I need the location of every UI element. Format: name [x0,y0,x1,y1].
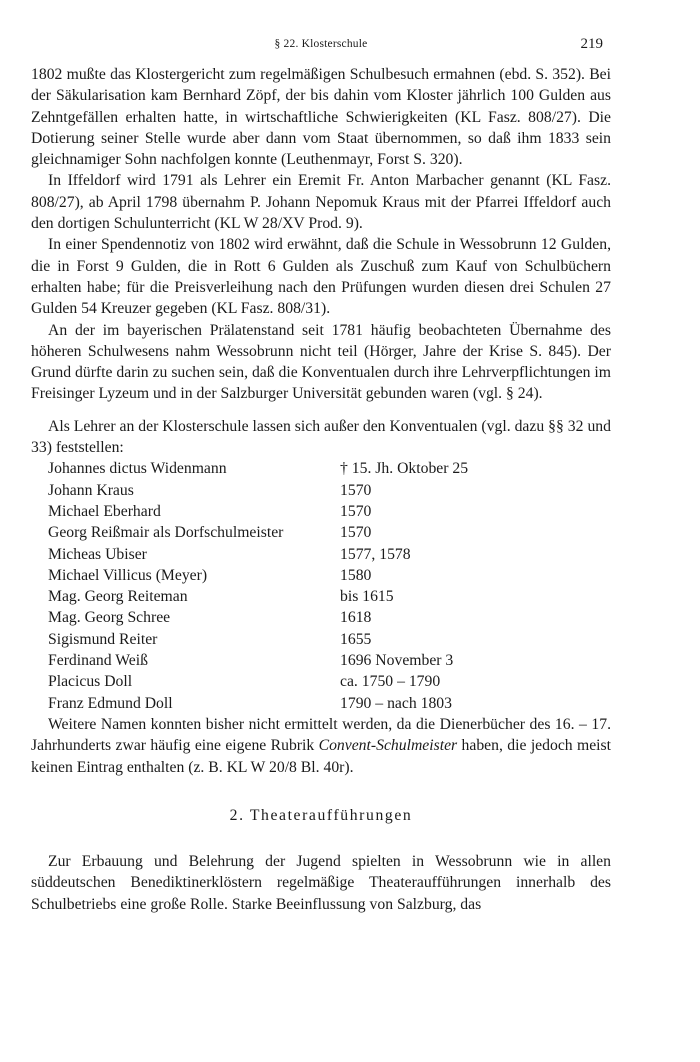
paragraph: Zur Erbauung und Belehrung der Jugend spielten in Wessobrunn wie in allen süddeutschen Benediktinerklöstern regelmäßige Theateraufführungen innerhalb des Schulbetriebs eine große Rolle. Starke Beeinflussung von Salzburg, das [31,853,611,913]
teacher-name: Placicus Doll [48,673,133,691]
teacher-row [48,565,468,586]
teacher-name: Sigismund Reiter [48,630,158,648]
teacher-row [48,629,468,650]
teacher-row [48,650,468,671]
teacher-name: Michael Villicus (Meyer) [48,566,208,584]
paragraph: In einer Spendennotiz von 1802 wird erwähnt, daß die Schule in Wessobrunn 12 Gulden, die in Forst 9 Gulden, die in Rott 6 Gulden als Zuschuß zum Kauf von Schulbüchern erhalten habe; für die Preisverleihung nach den Prüfungen wurden diesen drei Schulen 27 Gulden 54 Kreuzer gegeben (KL Fasz. 808/31). [31,236,611,318]
section-title: 2. Theateraufführungen [229,806,413,824]
teacher-row [48,480,468,501]
teacher-list [48,458,468,714]
teacher-name: Johannes dictus Widenmann [48,460,227,478]
teacher-date: 1655 [340,630,372,648]
teacher-date: 1696 November 3 [340,652,454,670]
paragraph: In Iffeldorf wird 1791 als Lehrer ein Eremit Fr. Anton Marbacher genannt (KL Fasz. 808/27), ab April 1798 übernahm P. Johann Nepomuk Kraus mit der Pfarrei Iffeldorf auch den dortigen Schulunterricht (KL W 28/XV Prod. 9). [31,172,611,233]
list-intro: Als Lehrer an der Klosterschule lassen sich außer den Konventualen (vgl. dazu §§ 32 und 33) feststellen: [31,417,611,457]
teacher-row [48,522,468,543]
page-header [31,36,611,58]
teacher-name: Franz Edmund Doll [48,694,173,712]
teacher-row [48,671,468,692]
teacher-date: 1570 [340,502,372,520]
teacher-date: † 15. Jh. Oktober 25 [340,460,469,478]
teacher-date: 1790 – nach 1803 [340,694,452,712]
teacher-date: 1570 [340,481,372,499]
teacher-date: 1618 [340,609,372,627]
teacher-date: ca. 1750 – 1790 [340,673,441,691]
teacher-row [48,458,468,479]
teacher-name: Georg Reißmair als Dorfschulmeister [48,524,284,542]
running-head: § 22. Klosterschule [274,38,368,50]
teacher-name: Micheas Ubiser [48,545,147,563]
teacher-row [48,693,468,714]
teacher-date: 1570 [340,524,372,542]
body-text [31,64,611,915]
teacher-row [48,501,468,522]
teacher-row [48,607,468,628]
teacher-name: Michael Eberhard [48,502,161,520]
teacher-date: 1580 [340,566,372,584]
teacher-name: Mag. Georg Reiteman [48,588,188,606]
teacher-date: 1577, 1578 [340,545,411,563]
teacher-row [48,544,468,565]
paragraph: An der im bayerischen Prälatenstand seit 1781 häufig beobachteten Übernahme des höheren Schulwesens nahm Wessobrunn nicht teil (Hörger, Jahre der Krise S. 845). Der Grund dürfte darin zu suchen sein, daß die Konventualen durch ihre Lehrverpflichtungen im Freisinger Lyzeum und in der Salzburger Universität gebunden waren (vgl. § 24). [31,321,611,403]
text-span: haben, die jedoch meist keinen Eintrag enthalten (z. B. KL W 20/8 Bl. 40r). [31,737,611,776]
paragraph: 1802 mußte das Klostergericht zum regelmäßigen Schulbesuch ermahnen (ebd. S. 352). Bei der Säkularisation kam Bernhard Zöpf, der bis dahin vom Kloster jährlich 100 Gulden aus Zehntgefällen erhalten hatte, in wirtschaftliche Schwierigkeiten (KL Fasz. 808/27). Die Dotierung seiner Stelle wurde aber dann vom Staat übernommen, so daß ihm 1833 sein gleichnamiger Sohn nachfolgen konnte (Leuthenmayr, Forst S. 320). [31,66,611,169]
teacher-date: bis 1615 [340,588,394,606]
teacher-name: Mag. Georg Schree [48,609,171,627]
rubric-name: Convent-Schulmeister [318,737,458,755]
teacher-name: Ferdinand Weiß [48,652,148,670]
teacher-row [48,586,468,607]
page-number: 219 [580,36,603,52]
text-span: Weitere Namen konnten bisher nicht ermittelt werden, da die Dienerbücher des 16. – 17. Jahrhunderts zwar häufig eine eigene Rubrik [31,715,611,755]
teacher-name: Johann Kraus [48,481,134,499]
paragraph [31,714,611,778]
